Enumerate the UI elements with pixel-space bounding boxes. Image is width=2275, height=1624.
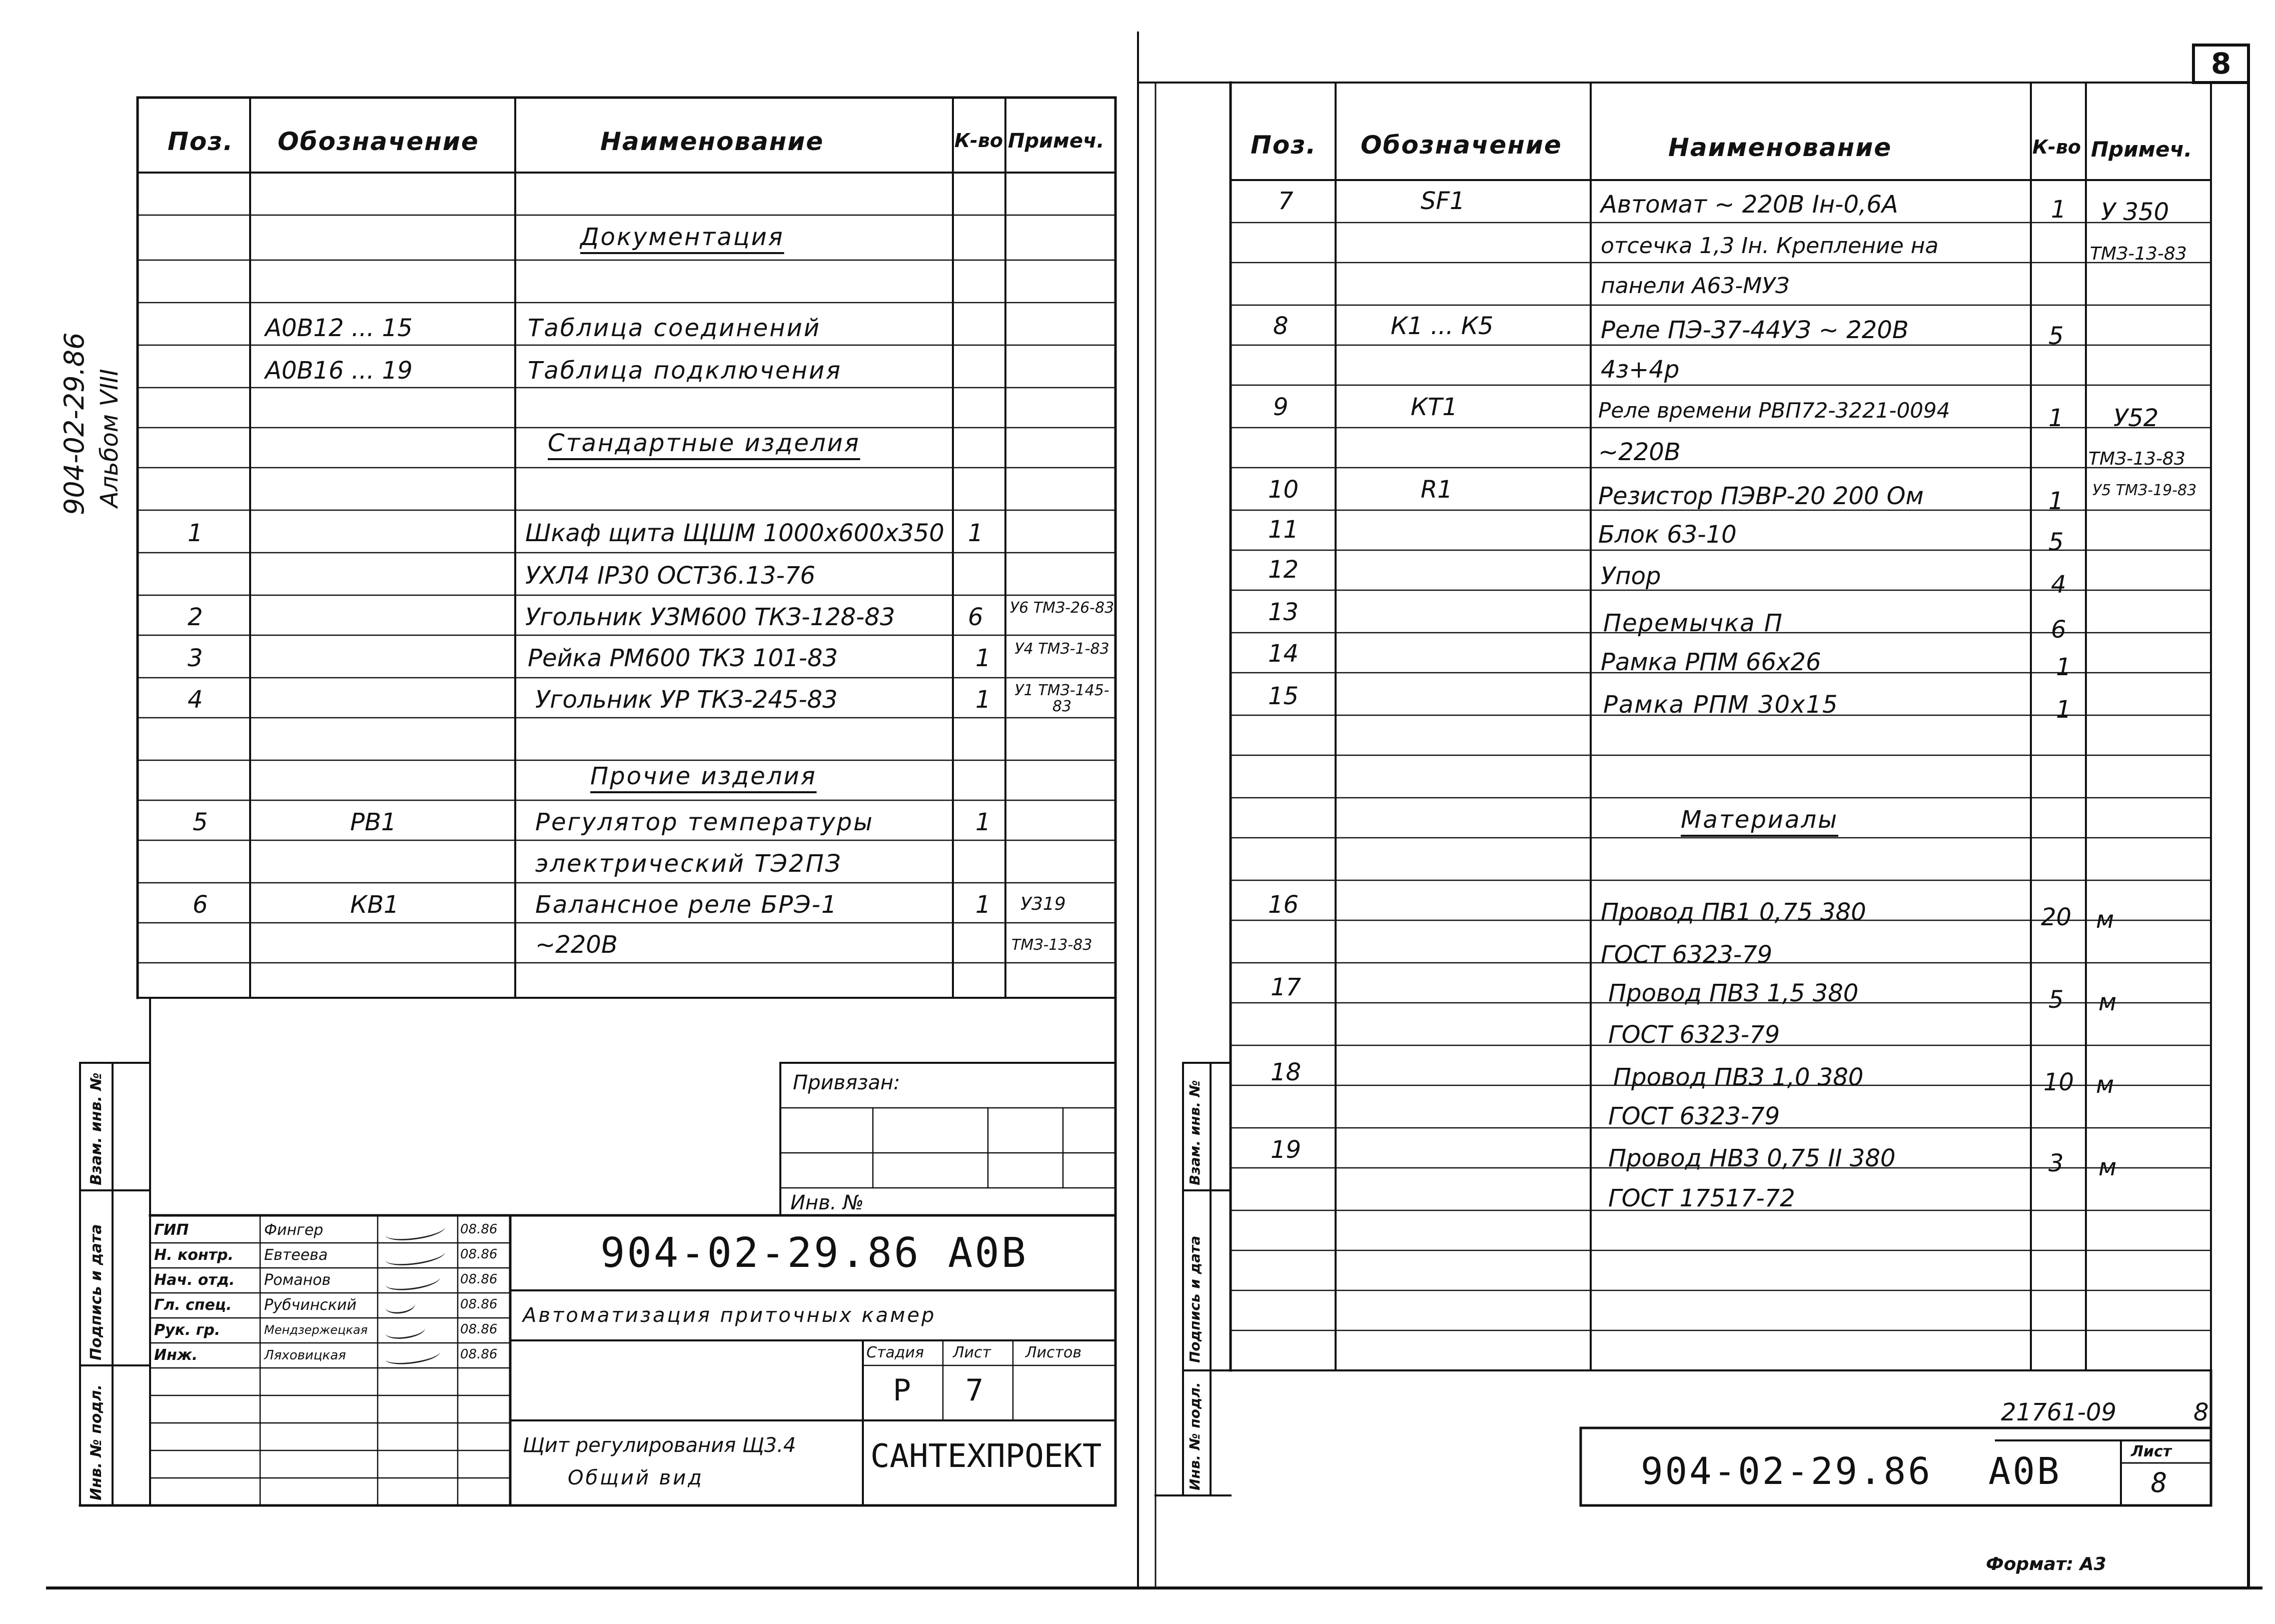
list-item: КТ1 [1411, 393, 1458, 421]
list-item: 1 [2051, 196, 2066, 224]
list-item: 1 [975, 686, 991, 714]
list-item: 1 [188, 519, 203, 547]
archive-number: 21761-09 [2001, 1398, 2117, 1426]
list-item: 3 [2048, 1149, 2064, 1177]
right-header-designation: Обозначение [1361, 131, 1562, 160]
role-label: Инж. [154, 1346, 198, 1364]
list-item: Реле ПЭ-37-44УЗ ~ 220В [1601, 316, 1909, 344]
role-label: Гл. спец. [154, 1296, 232, 1314]
role-date: 08.86 [460, 1297, 498, 1312]
role-name: Ляховицкая [264, 1348, 346, 1363]
list-item: SF1 [1421, 187, 1465, 215]
list-item: 4 [188, 686, 203, 714]
role-name: Евтеева [264, 1246, 328, 1264]
list-item: Реле времени РВП72-3221-0094 [1598, 398, 1950, 423]
left-header-qty: К-во [954, 130, 1003, 152]
left-section-documentation: Документация [580, 223, 784, 251]
list-item: 2 [188, 603, 203, 631]
list-item: 11 [1268, 516, 1299, 544]
list-item: м [2096, 906, 2114, 934]
right-header-note: Примеч. [2091, 137, 2192, 162]
right-section-materials: Материалы [1681, 806, 1838, 834]
list-item: ТМЗ-13-83 [2090, 244, 2187, 264]
list-item: 1 [968, 519, 983, 547]
list-item: Упор [1601, 562, 1661, 590]
doc-code: 904-02-29.86 [600, 1229, 921, 1277]
left-header-pos: Поз. [168, 127, 234, 156]
list-item: 3 [188, 644, 203, 672]
list-item: Угольник УЗМ600 ТКЗ-128-83 [525, 603, 895, 631]
list-item: Провод ПВ1 0,75 380 [1601, 898, 1866, 926]
list-item: 5 [193, 808, 208, 836]
list-item: 5 [2048, 528, 2064, 556]
list-item: Провод ПВЗ 1,0 380 [1613, 1063, 1864, 1091]
sheets-label: Листов [1025, 1344, 1082, 1361]
stage-label: Стадия [866, 1344, 924, 1361]
left-header-designation: Обозначение [278, 127, 479, 156]
inv-no-label: Инв. № [790, 1191, 864, 1214]
stamp-replace-inv: Взам. инв. № [88, 1072, 105, 1185]
list-item: Блок 63-10 [1598, 521, 1737, 549]
list-item: А0В12 ... 15 [265, 314, 413, 342]
list-item: 17 [1271, 973, 1302, 1001]
list-item: м [2098, 988, 2117, 1016]
list-item: 5 [2048, 986, 2064, 1014]
role-date: 08.86 [460, 1272, 498, 1287]
left-header-note: Примеч. [1008, 130, 1104, 153]
sheet-label: Лист [953, 1344, 991, 1361]
list-item: ГОСТ 6323-79 [1601, 941, 1773, 969]
role-label: Рук. гр. [154, 1321, 221, 1339]
list-item: РВ1 [350, 808, 397, 836]
left-section-standard: Стандартные изделия [548, 429, 860, 457]
list-item: Рейка РМ600 ТКЗ 101-83 [528, 644, 838, 672]
sheet-badge: 8 [2211, 47, 2231, 81]
role-label: Нач. отд. [154, 1271, 235, 1289]
list-item: 1 [975, 891, 991, 919]
role-name: Фингер [264, 1221, 324, 1239]
list-item: У319 [1020, 894, 1066, 914]
list-item: панели А63-МУЗ [1601, 273, 1790, 299]
drawing-name-1: Щит регулирования Щ3.4 [523, 1434, 796, 1457]
project-title: Автоматизация приточных камер [523, 1304, 936, 1327]
right-header-qty: К-во [2032, 136, 2081, 158]
list-item: ГОСТ 6323-79 [1608, 1021, 1780, 1049]
list-item: 1 [975, 644, 991, 672]
role-name: Романов [264, 1271, 331, 1289]
list-item: Шкаф щита ЩШМ 1000х600х350 [525, 519, 944, 547]
list-item: 9 [1273, 393, 1289, 421]
list-item: 12 [1268, 556, 1299, 584]
side-album: Альбом VIII [96, 369, 124, 508]
list-item: ~220В [1598, 438, 1681, 466]
list-item: 1 [2048, 404, 2064, 432]
stage-value: Р [893, 1373, 911, 1408]
list-item: Резистор ПЭВР-20 200 Ом [1598, 482, 1924, 510]
right-sheet-label: Лист [2131, 1443, 2172, 1460]
list-item: Автомат ~ 220В Iн-0,6А [1601, 191, 1898, 219]
role-date: 08.86 [460, 1222, 498, 1237]
doc-mark: А0В [948, 1229, 1028, 1277]
list-item: м [2096, 1071, 2114, 1099]
list-item: А0В16 ... 19 [265, 357, 413, 385]
list-item: У1 ТМЗ-145-83 [1014, 682, 1109, 715]
list-item: 1 [2056, 653, 2071, 681]
list-item: Провод ПВЗ 1,5 380 [1608, 979, 1859, 1007]
list-item: 6 [193, 891, 208, 919]
list-item: КВ1 [350, 891, 399, 919]
list-item: 1 [2048, 487, 2064, 515]
list-item: Рамка РПМ 30х15 [1603, 691, 1839, 719]
list-item: 4 [2051, 571, 2066, 599]
left-section-other: Прочие изделия [590, 762, 817, 790]
role-name: Мендзержецкая [264, 1323, 368, 1337]
right-header-name: Наименование [1668, 133, 1892, 162]
stamp-orig-inv: Инв. № подл. [1187, 1382, 1203, 1490]
stamp-orig-inv: Инв. № подл. [88, 1384, 105, 1500]
list-item: ТМЗ-13-83 [1011, 936, 1092, 954]
right-sheet-value: 8 [2151, 1467, 2167, 1498]
list-item: Провод НВЗ 0,75 II 380 [1608, 1144, 1896, 1172]
list-item: 4з+4р [1601, 356, 1680, 384]
org-name: САНТЕХПРОЕКТ [870, 1438, 1102, 1475]
stamp-sign-date: Подпись и дата [1187, 1235, 1203, 1363]
list-item: 6 [968, 603, 983, 631]
list-item: 7 [1278, 187, 1294, 215]
list-item: У5 ТМЗ-19-83 [2092, 482, 2197, 499]
list-item: ~220В [535, 931, 618, 959]
list-item: 1 [2056, 696, 2071, 724]
list-item: 20 [2041, 903, 2072, 931]
right-header-pos: Поз. [1251, 131, 1317, 160]
list-item: м [2098, 1153, 2117, 1181]
list-item: 10 [1268, 476, 1299, 504]
role-date: 08.86 [460, 1347, 498, 1362]
sheet-value: 7 [965, 1373, 984, 1408]
list-item: 18 [1271, 1058, 1302, 1086]
stamp-sign-date: Подпись и дата [88, 1224, 105, 1360]
side-doc-code: 904-02-29.86 [59, 332, 90, 515]
list-item: ТМЗ-13-83 [2088, 449, 2185, 469]
list-item: отсечка 1,3 Iн. Крепление на [1601, 233, 1939, 259]
list-item: Баланcное реле БРЭ-1 [535, 891, 838, 919]
list-item: 13 [1268, 598, 1299, 626]
list-item: 14 [1268, 640, 1299, 668]
archive-sheet: 8 [2193, 1398, 2209, 1426]
role-name: Рубчинский [264, 1296, 357, 1314]
role-date: 08.86 [460, 1247, 498, 1262]
right-doc-code: 904-02-29.86 [1641, 1450, 1932, 1493]
list-item: 19 [1271, 1136, 1302, 1164]
list-item: Таблица подключения [528, 357, 842, 385]
list-item: УХЛ4 IP30 ОСТ36.13-76 [525, 562, 815, 590]
list-item: Таблица соединений [528, 314, 821, 342]
list-item: ГОСТ 17517-72 [1608, 1184, 1795, 1212]
list-item: К1 ... К5 [1391, 312, 1494, 340]
drawing-name-2: Общий вид [568, 1466, 704, 1489]
list-item: 6 [2051, 616, 2066, 644]
list-item: 5 [2048, 322, 2064, 350]
list-item: ГОСТ 6323-79 [1608, 1102, 1780, 1130]
list-item: У4 ТМЗ-1-83 [1014, 640, 1109, 658]
list-item: R1 [1421, 476, 1453, 504]
right-doc-mark: А0В [1988, 1450, 2061, 1493]
list-item: Угольник УР ТКЗ-245-83 [535, 686, 838, 714]
list-item: Рамка РПМ 66х26 [1601, 648, 1821, 676]
list-item: Регулятор температуры [535, 808, 874, 836]
privyazan-label: Привязан: [793, 1071, 900, 1094]
list-item: 1 [975, 808, 991, 836]
left-header-name: Наименование [600, 127, 824, 156]
stamp-replace-inv: Взам. инв. № [1187, 1080, 1203, 1185]
list-item: Перемычка П [1603, 609, 1783, 637]
list-item: 16 [1268, 891, 1299, 919]
list-item: 15 [1268, 682, 1299, 710]
list-item: У6 ТМЗ-26-83 [1009, 599, 1114, 617]
format-label: Формат: А3 [1986, 1554, 2106, 1574]
list-item: У 350 [2101, 198, 2169, 226]
list-item: электрический ТЭ2ПЗ [535, 850, 842, 878]
role-label: ГИП [154, 1221, 189, 1239]
list-item: 8 [1273, 312, 1289, 340]
role-label: Н. контр. [154, 1246, 234, 1264]
role-date: 08.86 [460, 1322, 498, 1337]
list-item: У52 [2113, 404, 2159, 432]
list-item: 10 [2043, 1068, 2074, 1096]
